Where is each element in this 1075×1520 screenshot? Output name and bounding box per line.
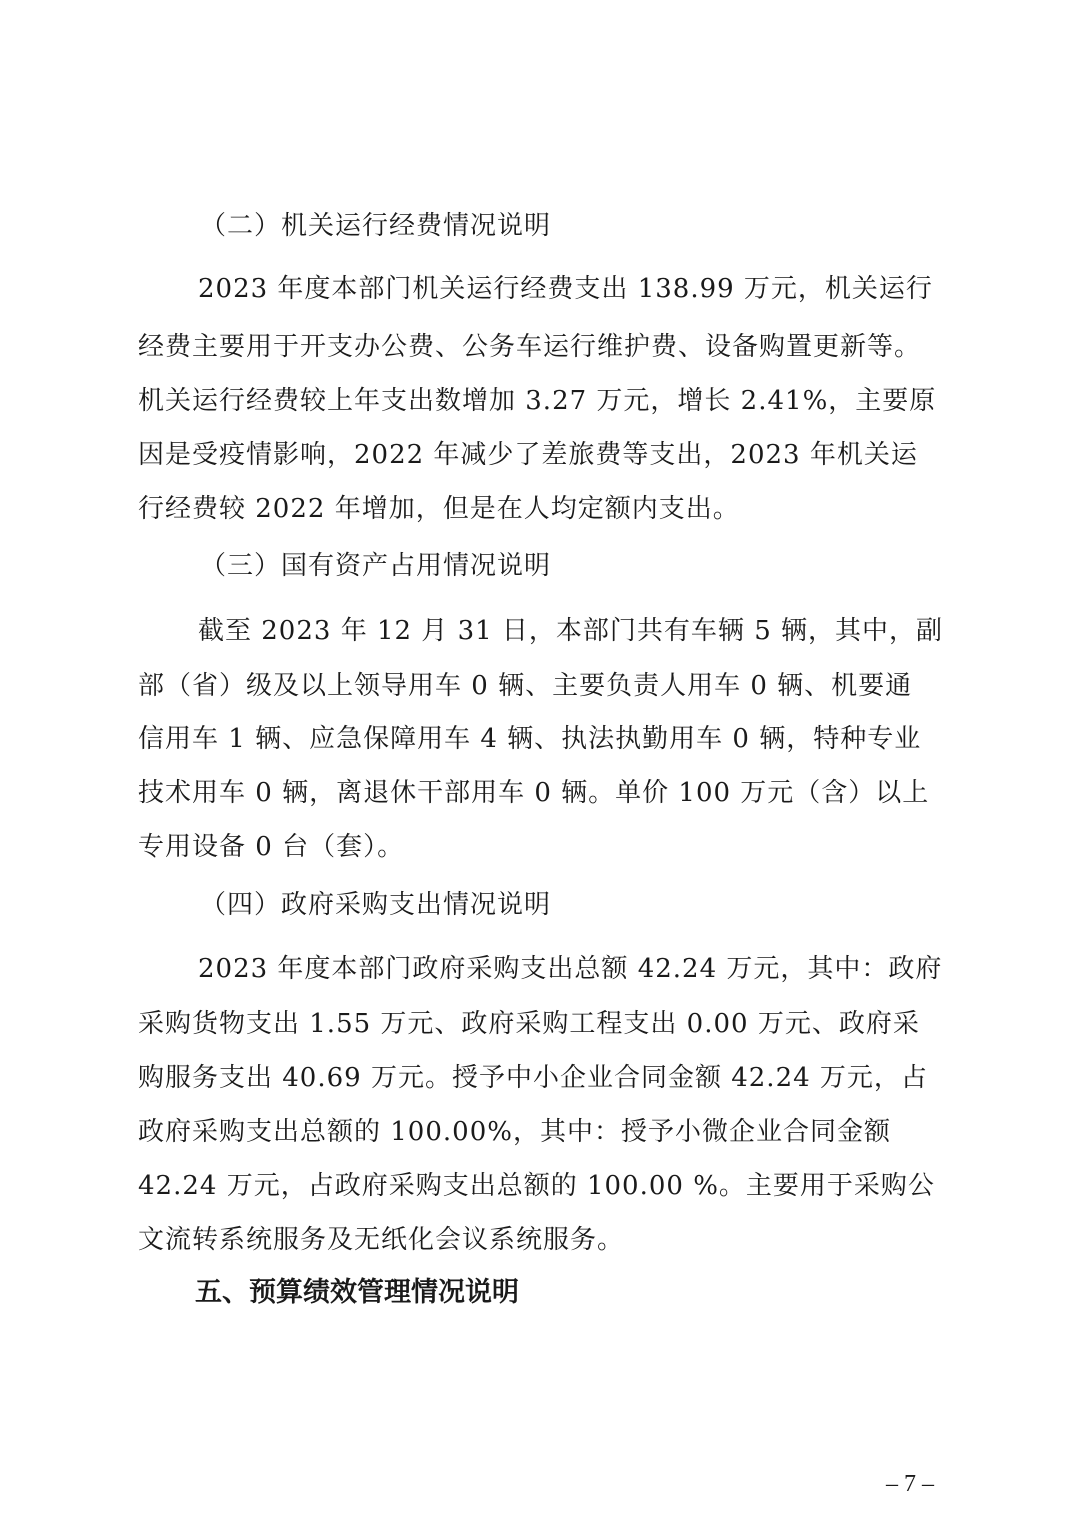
paragraph-line: 采购货物支出 1.55 万元、政府采购工程支出 0.00 万元、政府采 [138,1009,920,1039]
chapter-heading: 五、预算绩效管理情况说明 [195,1277,519,1308]
section-heading: （二）机关运行经费情况说明 [200,211,552,241]
paragraph-line: 机关运行经费较上年支出数增加 3.27 万元，增长 2.41%，主要原 [138,386,937,416]
section-heading: （三）国有资产占用情况说明 [200,551,552,581]
paragraph-line: 购服务支出 40.69 万元。授予中小企业合同金额 42.24 万元，占 [138,1063,928,1093]
paragraph-line: 2023 年度本部门政府采购支出总额 42.24 万元，其中：政府 [198,954,943,984]
paragraph-line: 部（省）级及以上领导用车 0 辆、主要负责人用车 0 辆、机要通 [138,671,913,701]
paragraph-line: 经费主要用于开支办公费、公务车运行维护费、设备购置更新等。 [138,332,922,362]
page-number: – 7 – [886,1471,934,1497]
paragraph-line: 技术用车 0 辆，离退休干部用车 0 辆。单价 100 万元（含）以上 [138,778,930,808]
paragraph-line: 42.24 万元，占政府采购支出总额的 100.00 %。主要用于采购公 [138,1171,935,1201]
paragraph-line: 文流转系统服务及无纸化会议系统服务。 [138,1225,625,1255]
paragraph-line: 政府采购支出总额的 100.00%，其中：授予小微企业合同金额 [138,1117,891,1147]
paragraph-line: 行经费较 2022 年增加，但是在人均定额内支出。 [138,494,740,524]
paragraph-line: 截至 2023 年 12 月 31 日，本部门共有车辆 5 辆，其中，副 [198,616,943,646]
paragraph-line: 信用车 1 辆、应急保障用车 4 辆、执法执勤用车 0 辆，特种专业 [138,724,922,754]
paragraph-line: 因是受疫情影响，2022 年减少了差旅费等支出，2023 年机关运 [138,440,918,470]
section-heading: （四）政府采购支出情况说明 [200,890,552,920]
paragraph-line: 2023 年度本部门机关运行经费支出 138.99 万元，机关运行 [198,274,933,304]
paragraph-line: 专用设备 0 台（套）。 [138,832,405,862]
